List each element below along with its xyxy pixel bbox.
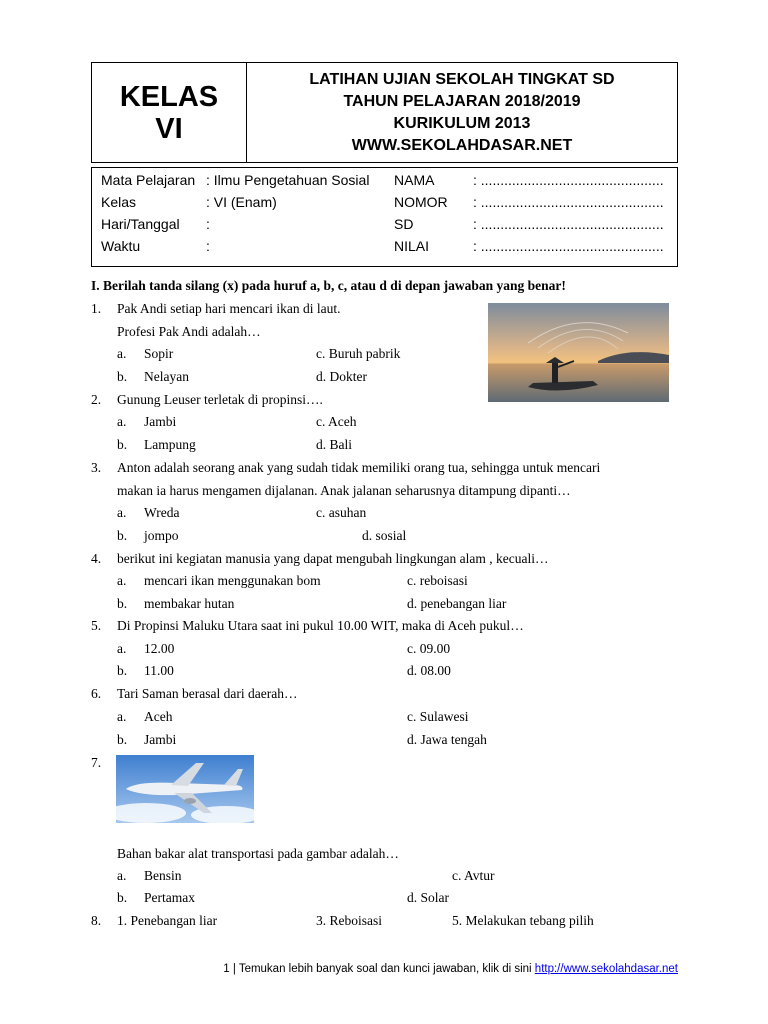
option-d: d. 08.00 [407,663,451,678]
info-field: SD [394,216,414,232]
option-letter: b. [117,437,128,452]
info-value: : Ilmu Pengetahuan Sosial [206,172,370,188]
option-a: Jambi [144,414,177,429]
option-c: c. Avtur [452,868,495,883]
option-letter: b. [117,890,128,905]
option-letter: a. [117,573,127,588]
fisherman-photo [488,303,669,402]
option-a: Bensin [144,868,182,883]
statement-item: 5. Melakukan tebang pilih [452,913,594,928]
class-cell [92,63,247,162]
option-letter: a. [117,346,127,361]
header-box [91,62,678,163]
option-a: Wreda [144,505,180,520]
question-text: berikut ini kegiatan manusia yang dapat mengubah lingkungan alam , kecuali… [117,551,549,566]
info-label: Kelas [101,194,137,210]
question-text: Profesi Pak Andi adalah… [117,324,261,339]
statement-item: 3. Reboisasi [316,913,382,928]
question-text: Tari Saman berasal dari daerah… [117,686,298,701]
info-label: Hari/Tanggal [101,216,180,232]
info-value: : [206,216,210,232]
info-row [92,216,677,238]
info-label: Waktu [101,238,141,254]
question-number: 4. [91,551,102,566]
info-blank: : ............................................... [473,216,664,232]
option-b: Jambi [144,732,177,747]
option-letter: a. [117,641,127,656]
info-row [92,194,677,216]
option-letter: a. [117,505,127,520]
option-letter: b. [117,369,128,384]
option-b: Nelayan [144,369,189,384]
title-line: WWW.SEKOLAHDASAR.NET [351,136,573,154]
question-text: Gunung Leuser terletak di propinsi…. [117,392,323,407]
question-number: 7. [91,755,102,770]
option-b: jompo [144,528,179,543]
question-number: 8. [91,913,102,928]
option-d: d. Solar [407,890,449,905]
option-d: d. Dokter [316,369,367,384]
option-b: Lampung [144,437,196,452]
info-row [92,238,677,260]
info-field: NAMA [394,172,435,188]
info-value: : [206,238,210,254]
option-letter: a. [117,868,127,883]
option-c: c. reboisasi [407,573,468,588]
option-c: c. 09.00 [407,641,451,656]
option-d: d. sosial [362,528,407,543]
option-b: Pertamax [144,890,195,905]
question-text: Anton adalah seorang anak yang sudah tidak memiliki orang tua, sehingga untuk mencari [117,460,601,475]
question-number: 3. [91,460,102,475]
title-line: TAHUN PELAJARAN 2018/2019 [343,92,581,110]
question-text: Bahan bakar alat transportasi pada gambar adalah… [117,846,399,861]
info-field: NILAI [394,238,430,254]
exam-title [247,63,677,162]
question-number: 6. [91,686,102,701]
option-a: Sopir [144,346,174,361]
question-number: 2. [91,392,102,407]
class-label: KELAS [119,80,219,113]
option-c: c. asuhan [316,505,367,520]
option-a: Aceh [144,709,173,724]
info-blank: : ............................................... [473,238,664,254]
footer-text: 1 | Temukan lebih banyak soal dan kunci jawaban, klik di sini [223,963,535,975]
airplane-photo [116,755,254,823]
option-d: d. Jawa tengah [407,732,487,747]
option-d: d. Bali [316,437,352,452]
title-line: KURIKULUM 2013 [393,114,531,132]
info-blank: : ............................................... [473,194,664,210]
question-text: Pak Andi setiap hari mencari ikan di laut. [117,301,341,316]
question-number: 5. [91,618,102,633]
option-c: c. Sulawesi [407,709,469,724]
info-label: Mata Pelajaran [101,172,196,188]
class-number: VI [155,112,183,145]
page-footer [0,963,678,975]
option-a: mencari ikan menggunakan bom [144,573,321,588]
option-c: c. Buruh pabrik [316,346,401,361]
option-letter: b. [117,596,128,611]
info-blank: : ............................................... [473,172,664,188]
footer-link[interactable]: http://www.sekolahdasar.net [534,963,678,975]
option-letter: b. [117,732,128,747]
option-letter: a. [117,414,127,429]
option-letter: b. [117,663,128,678]
option-b: membakar hutan [144,596,235,611]
option-b: 11.00 [144,663,174,678]
question-text: Di Propinsi Maluku Utara saat ini pukul 10.00 WIT, maka di Aceh pukul… [117,618,524,633]
info-field: NOMOR [394,194,448,210]
option-letter: a. [117,709,127,724]
option-d: d. penebangan liar [407,596,507,611]
option-a: 12.00 [144,641,175,656]
student-info-box [91,167,678,267]
info-row [92,172,677,194]
question-number: 1. [91,301,102,316]
option-c: c. Aceh [316,414,357,429]
info-value: : VI (Enam) [206,194,277,210]
section-heading: I. Berilah tanda silang (x) pada huruf a, b, c, atau d di depan jawaban yang benar! [91,278,566,293]
option-letter: b. [117,528,128,543]
question-text: makan ia harus mengamen dijalanan. Anak jalanan seharusnya ditampung dipanti… [117,483,571,498]
title-line: LATIHAN UJIAN SEKOLAH TINGKAT SD [309,70,615,88]
statement-item: 1. Penebangan liar [117,913,218,928]
